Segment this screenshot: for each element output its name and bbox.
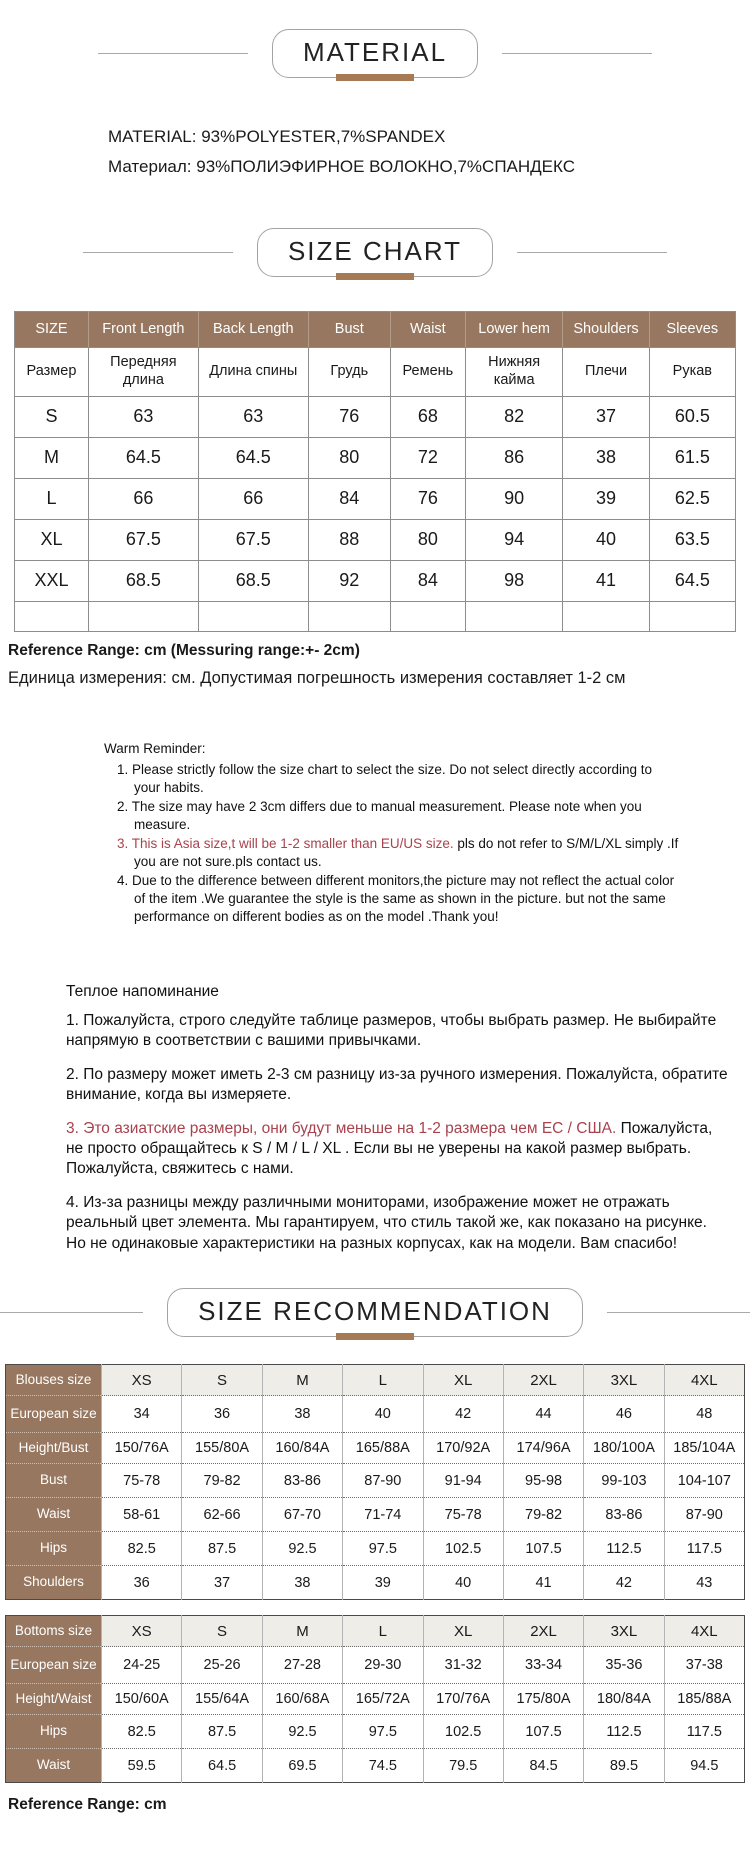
recommendation-value: 75-78 [423,1498,503,1532]
measurement-value: 76 [390,478,465,519]
size-chart-subheader-row [15,347,736,396]
recommendation-value: 155/64A [182,1684,262,1715]
material-line-en: MATERIAL: 93%POLYESTER,7%SPANDEX [108,127,446,146]
ru-reminder-item-3 [66,1119,731,1180]
size-chart-section-header [0,228,750,277]
column-subheader: Грудь [308,347,390,396]
recommendation-value: 33-34 [503,1647,583,1684]
recommendation-value: 24-25 [102,1647,182,1684]
row-header: Height/Waist [6,1684,102,1715]
measurement-value: 84 [308,478,390,519]
warm-reminder-item-4: 4. Due to the difference between different monitors,the picture may not reflect the actual color of the item .We guarantee the style is the same as shown in the picture. but not the same performance on different bodies as on the model .Thank you! [117,873,675,925]
measurement-value: 60.5 [649,396,735,437]
recommendation-value: 43 [664,1566,744,1600]
size-chart-table [14,311,736,632]
rec-row-waist [6,1749,745,1783]
recommendation-value: 82.5 [102,1715,182,1749]
recommendation-value: 83-86 [262,1464,342,1498]
size-recommendation-title-box [167,1288,583,1337]
recommendation-value: 102.5 [423,1715,503,1749]
measurement-value: 63 [88,396,198,437]
warm-reminder-item-1: 1. Please strictly follow the size chart to select the size. Do not select directly according to your habits. [117,761,652,795]
recommendation-value: 94.5 [664,1749,744,1783]
size-chart-row-S [15,396,736,437]
recommendation-value: 104-107 [664,1464,744,1498]
title-underline-bar [336,74,414,81]
recommendation-value: 102.5 [423,1532,503,1566]
row-header: Height/Bust [6,1433,102,1464]
column-header: Back Length [198,311,308,347]
recommendation-value: 79.5 [423,1749,503,1783]
material-composition [108,122,750,182]
material-title: MATERIAL [302,37,448,67]
size-chart-row-XL [15,519,736,560]
size-recommendation-title: SIZE RECOMMENDATION [198,1296,552,1327]
recommendation-value: 112.5 [584,1532,664,1566]
empty-cell [88,601,198,631]
recommendation-value: 112.5 [584,1715,664,1749]
row-header: Shoulders [6,1566,102,1600]
title-underline-bar [336,273,414,280]
rec-row-bust [6,1464,745,1498]
recommendation-value: 92.5 [262,1532,342,1566]
recommendation-value: 40 [343,1396,423,1433]
warm-reminder-ru [66,982,731,1254]
recommendation-value: 36 [102,1566,182,1600]
warm-reminder-en [104,740,679,927]
measurement-value: 84 [390,560,465,601]
row-header: Hips [6,1532,102,1566]
rec-row-height-waist [6,1684,745,1715]
measurement-value: 40 [563,519,649,560]
size-chart-note-ru: Единица измерения: см. Допустимая погрешность измерения составляет 1-2 см [8,668,626,687]
measurement-value: 64.5 [649,560,735,601]
recommendation-value: 40 [423,1566,503,1600]
measurement-value: 92 [308,560,390,601]
measurement-value: 66 [88,478,198,519]
divider-line-left [83,252,233,253]
column-subheader: Длина спины [198,347,308,396]
recommendation-value: 170/76A [423,1684,503,1715]
empty-cell [649,601,735,631]
recommendation-value: 2XL [503,1616,583,1647]
recommendation-value: 41 [503,1566,583,1600]
recommendation-value: S [182,1365,262,1396]
measurement-value: 86 [465,437,563,478]
empty-cell [308,601,390,631]
measurement-value: 76 [308,396,390,437]
ru-reminder-item-3-black: Пожалуйста, не просто обращайтесь к S / M / L / XL . Если вы не уверены на какой размер выбрать. Пожалуйста, свяжитесь с нами. [66,1119,713,1178]
size-chart-row-L [15,478,736,519]
size-chart-note-en: Reference Range: cm (Messuring range:+- 2cm) [8,641,360,659]
recommendation-value: 29-30 [343,1647,423,1684]
blouses-size-table [5,1364,745,1600]
recommendation-value: XL [423,1365,503,1396]
measurement-value: 90 [465,478,563,519]
size-label: M [15,437,89,478]
measurement-value: 62.5 [649,478,735,519]
recommendation-value: 27-28 [262,1647,342,1684]
recommendation-value: 48 [664,1396,744,1433]
recommendation-value: 64.5 [182,1749,262,1783]
column-subheader: Передняя длина [88,347,198,396]
size-label: L [15,478,89,519]
recommendation-value: 107.5 [503,1715,583,1749]
bottoms-size-table [5,1615,745,1783]
measurement-value: 41 [563,560,649,601]
recommendation-value: 150/60A [102,1684,182,1715]
ru-reminder-title: Теплое напоминание [66,983,219,1001]
recommendation-value: 69.5 [262,1749,342,1783]
recommendation-value: 4XL [664,1365,744,1396]
column-subheader: Нижняя кайма [465,347,563,396]
recommendation-value: L [343,1616,423,1647]
recommendation-value: 107.5 [503,1532,583,1566]
column-subheader: Плечи [563,347,649,396]
column-header: Waist [390,311,465,347]
measurement-value: 80 [308,437,390,478]
recommendation-value: 3XL [584,1365,664,1396]
recommendation-value: 35-36 [584,1647,664,1684]
recommendation-value: 58-61 [102,1498,182,1532]
size-chart-row-XXL [15,560,736,601]
measurement-value: 68.5 [88,560,198,601]
row-header: Bust [6,1464,102,1498]
row-header: European size [6,1647,102,1684]
column-subheader: Рукав [649,347,735,396]
row-header: Hips [6,1715,102,1749]
recommendation-value: 117.5 [664,1715,744,1749]
recommendation-value: 180/100A [584,1433,664,1464]
measurement-value: 38 [563,437,649,478]
ru-reminder-item-1: 1. Пожалуйста, строго следуйте таблице размеров, чтобы выбрать размер. Не выбирайте напрямую в соответствии с вашими привычками. [66,1011,717,1050]
recommendation-value: 84.5 [503,1749,583,1783]
recommendation-value: 92.5 [262,1715,342,1749]
recommendation-value: 3XL [584,1616,664,1647]
recommendation-value: 71-74 [343,1498,423,1532]
warm-reminder-title: Warm Reminder: [104,740,206,756]
measurement-value: 88 [308,519,390,560]
recommendation-value: XS [102,1616,182,1647]
material-title-box [272,29,478,78]
recommendation-value: 38 [262,1566,342,1600]
column-header: Lower hem [465,311,563,347]
measurement-value: 64.5 [198,437,308,478]
recommendation-value: 160/68A [262,1684,342,1715]
recommendation-value: 87.5 [182,1532,262,1566]
row-header: Blouses size [6,1365,102,1396]
column-header: Front Length [88,311,198,347]
measurement-value: 66 [198,478,308,519]
recommendation-value: 42 [584,1566,664,1600]
recommendation-value: 83-86 [584,1498,664,1532]
material-line-ru: Материал: 93%ПОЛИЭФИРНОЕ ВОЛОКНО,7%СПАНДЕКС [108,156,576,176]
rec-row-waist [6,1498,745,1532]
recommendation-value: 75-78 [102,1464,182,1498]
measurement-value: 61.5 [649,437,735,478]
row-header: Waist [6,1498,102,1532]
column-header: Sleeves [649,311,735,347]
measurement-value: 67.5 [198,519,308,560]
recommendation-value: 87.5 [182,1715,262,1749]
divider-line-right [502,53,652,54]
recommendation-value: 74.5 [343,1749,423,1783]
recommendation-value: 180/84A [584,1684,664,1715]
warm-reminder-item-3 [104,835,679,871]
measurement-value: 67.5 [88,519,198,560]
recommendation-value: XL [423,1616,503,1647]
rec-row-european-size [6,1396,745,1433]
recommendation-value: 185/88A [664,1684,744,1715]
column-subheader: Ремень [390,347,465,396]
recommendation-value: 174/96A [503,1433,583,1464]
empty-cell [15,601,89,631]
recommendation-value: 39 [343,1566,423,1600]
recommendation-value: 160/84A [262,1433,342,1464]
recommendation-value: 62-66 [182,1498,262,1532]
measurement-value: 68.5 [198,560,308,601]
recommendation-value: 42 [423,1396,503,1433]
column-header: Shoulders [563,311,649,347]
rec-row-hips [6,1532,745,1566]
measurement-value: 63 [198,396,308,437]
recommendation-value: 2XL [503,1365,583,1396]
measurement-value: 94 [465,519,563,560]
measurement-value: 82 [465,396,563,437]
recommendation-value: 59.5 [102,1749,182,1783]
measurement-value: 98 [465,560,563,601]
recommendation-value: 185/104A [664,1433,744,1464]
row-header: European size [6,1396,102,1433]
recommendation-value: 175/80A [503,1684,583,1715]
recommendation-value: L [343,1365,423,1396]
recommendation-value: 91-94 [423,1464,503,1498]
recommendation-value: 79-82 [182,1464,262,1498]
recommendation-value: 165/72A [343,1684,423,1715]
row-header: Waist [6,1749,102,1783]
measurement-value: 39 [563,478,649,519]
measurement-value: 63.5 [649,519,735,560]
size-recommendation-section-header [0,1288,750,1337]
title-underline-bar [336,1333,414,1340]
recommendation-value: 150/76A [102,1433,182,1464]
recommendation-value: 44 [503,1396,583,1433]
measurement-value: 68 [390,396,465,437]
ru-reminder-item-4: 4. Из-за разницы между различными мониторами, изображение может не отражать реальный цвет элемента. Мы гарантируем, что стиль такой же, как показано на рисунке. Но не одинаковые характеристики на разных корпусах, как на модели. Вам спасибо! [66,1193,707,1252]
recommendation-value: 79-82 [503,1498,583,1532]
recommendation-value: 67-70 [262,1498,342,1532]
divider-line-left [98,53,248,54]
column-header: SIZE [15,311,89,347]
divider-line-left [0,1312,143,1313]
recommendation-value: 4XL [664,1616,744,1647]
measurement-value: 64.5 [88,437,198,478]
rec-row-hips [6,1715,745,1749]
recommendation-value: S [182,1616,262,1647]
material-section-header [0,29,750,78]
recommendation-value: 97.5 [343,1532,423,1566]
recommendation-value: 95-98 [503,1464,583,1498]
size-label: XXL [15,560,89,601]
reference-range-note: Reference Range: cm [8,1796,167,1814]
size-chart-header-row [15,311,736,347]
empty-cell [465,601,563,631]
measurement-value: 80 [390,519,465,560]
measurement-value: 72 [390,437,465,478]
recommendation-value: 87-90 [664,1498,744,1532]
recommendation-value: 170/92A [423,1433,503,1464]
recommendation-value: 46 [584,1396,664,1433]
warm-reminder-item-3-red: 3. This is Asia size,t will be 1-2 smaller than EU/US size. [117,835,454,851]
recommendation-value: 82.5 [102,1532,182,1566]
size-label: XL [15,519,89,560]
divider-line-right [607,1312,750,1313]
recommendation-value: M [262,1365,342,1396]
rec-row-blouses-size [6,1365,745,1396]
empty-cell [563,601,649,631]
divider-line-right [517,252,667,253]
recommendation-value: 165/88A [343,1433,423,1464]
measurement-value: 37 [563,396,649,437]
recommendation-value: 31-32 [423,1647,503,1684]
row-header: Bottoms size [6,1616,102,1647]
empty-cell [390,601,465,631]
size-label: S [15,396,89,437]
column-subheader: Размер [15,347,89,396]
recommendation-value: XS [102,1365,182,1396]
rec-row-bottoms-size [6,1616,745,1647]
size-chart-row-M [15,437,736,478]
warm-reminder-item-3-black: pls do not refer to S/M/L/XL simply .If you are not sure.pls contact us. [134,835,679,869]
recommendation-value: 89.5 [584,1749,664,1783]
recommendation-value: 37-38 [664,1647,744,1684]
size-chart-title-box [257,228,493,277]
empty-cell [198,601,308,631]
recommendation-value: 87-90 [343,1464,423,1498]
recommendation-value: 117.5 [664,1532,744,1566]
recommendation-value: 36 [182,1396,262,1433]
size-chart-title: SIZE CHART [287,235,463,266]
recommendation-value: 97.5 [343,1715,423,1749]
column-header: Bust [308,311,390,347]
recommendation-value: 37 [182,1566,262,1600]
ru-reminder-item-3-red: 3. Это азиатские размеры, они будут меньше на 1-2 размера чем ЕС / США. [66,1119,617,1137]
rec-row-shoulders [6,1566,745,1600]
warm-reminder-item-2: 2. The size may have 2 3cm differs due to manual measurement. Please note when you measure. [117,798,642,832]
size-chart-empty-row [15,601,736,631]
recommendation-value: 38 [262,1396,342,1433]
rec-row-european-size [6,1647,745,1684]
rec-row-height-bust [6,1433,745,1464]
recommendation-value: 99-103 [584,1464,664,1498]
recommendation-value: 25-26 [182,1647,262,1684]
recommendation-value: 34 [102,1396,182,1433]
recommendation-value: M [262,1616,342,1647]
recommendation-value: 155/80A [182,1433,262,1464]
ru-reminder-item-2: 2. По размеру может иметь 2-3 см разницу из-за ручного измерения. Пожалуйста, обратите внимание, когда вы измеряете. [66,1065,728,1104]
